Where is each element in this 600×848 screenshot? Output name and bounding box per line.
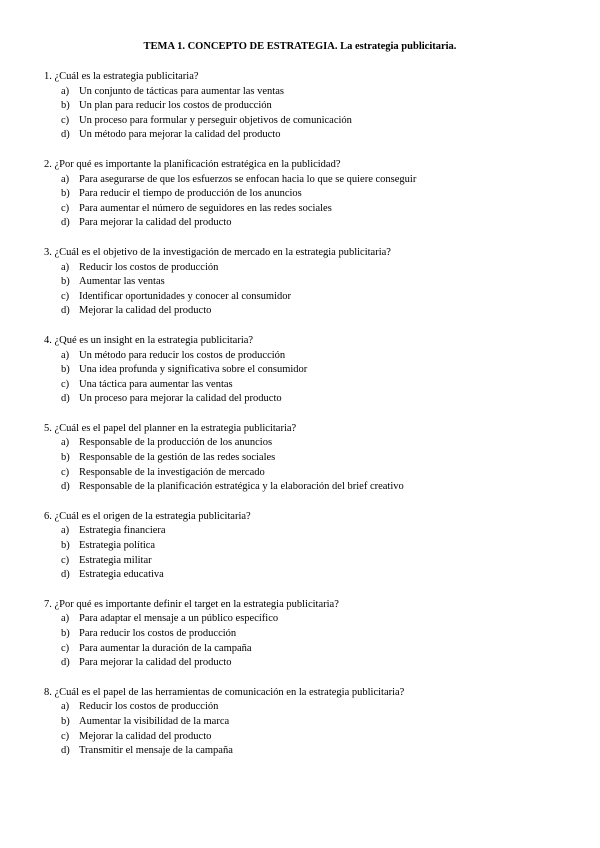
question-text xyxy=(44,686,580,701)
answer-option xyxy=(44,642,580,657)
option-text: Mejorar la calidad del producto xyxy=(79,730,212,742)
answer-option xyxy=(44,363,580,378)
question-number: 6. xyxy=(44,510,52,522)
question-prompt: ¿Cuál es el origen de la estrategia publicitaria? xyxy=(54,510,251,522)
option-letter: b) xyxy=(61,715,70,727)
answer-option xyxy=(44,730,580,745)
option-letter: c) xyxy=(61,290,70,302)
question-prompt: ¿Qué es un insight en la estrategia publicitaria? xyxy=(54,334,254,346)
answer-option xyxy=(44,378,580,393)
option-letter: d) xyxy=(61,481,70,493)
question-prompt: ¿Por qué es importante la planificación estratégica en la publicidad? xyxy=(54,158,341,170)
answer-option xyxy=(44,128,580,143)
answer-option xyxy=(44,216,580,231)
option-letter: c) xyxy=(61,378,70,390)
option-letter: a) xyxy=(61,261,70,273)
question-number: 4. xyxy=(44,334,52,346)
option-text: Para mejorar la calidad del producto xyxy=(79,217,232,229)
option-list xyxy=(44,85,580,143)
option-text: Para reducir el tiempo de producción de los anuncios xyxy=(79,188,302,200)
option-text: Un método para mejorar la calidad del producto xyxy=(79,129,281,141)
answer-option xyxy=(44,349,580,364)
option-text: Para adaptar el mensaje a un público específico xyxy=(79,613,279,625)
option-text: Transmitir el mensaje de la campaña xyxy=(79,745,233,757)
option-text: Un conjunto de tácticas para aumentar las ventas xyxy=(79,85,284,97)
answer-option xyxy=(44,261,580,276)
option-letter: d) xyxy=(61,745,70,757)
question-number: 3. xyxy=(44,246,52,258)
question-text xyxy=(44,510,580,525)
option-letter: a) xyxy=(61,173,70,185)
answer-option xyxy=(44,392,580,407)
question-number: 7. xyxy=(44,598,52,610)
option-list xyxy=(44,261,580,319)
question-7 xyxy=(44,598,580,671)
question-8 xyxy=(44,686,580,759)
answer-option xyxy=(44,612,580,627)
option-letter: b) xyxy=(61,364,70,376)
option-text: Responsable de la producción de los anuncios xyxy=(79,437,273,449)
question-2 xyxy=(44,158,580,231)
option-text: Mejorar la calidad del producto xyxy=(79,305,212,317)
answer-option xyxy=(44,436,580,451)
option-text: Responsable de la gestión de las redes sociales xyxy=(79,452,276,464)
option-list xyxy=(44,612,580,670)
question-prompt: ¿Cuál es el papel de las herramientas de comunicación en la estrategia publicitaria? xyxy=(54,686,405,698)
option-letter: b) xyxy=(61,100,70,112)
answer-option xyxy=(44,451,580,466)
question-number: 2. xyxy=(44,158,52,170)
option-text: Identificar oportunidades y conocer al consumidor xyxy=(79,290,291,302)
option-text: Una táctica para aumentar las ventas xyxy=(79,378,233,390)
answer-option xyxy=(44,656,580,671)
answer-option xyxy=(44,524,580,539)
question-text xyxy=(44,246,580,261)
option-letter: c) xyxy=(61,554,70,566)
option-text: Aumentar la visibilidad de la marca xyxy=(79,715,230,727)
question-prompt: ¿Por qué es importante definir el target en la estrategia publicitaria? xyxy=(54,598,339,610)
option-text: Reducir los costos de producción xyxy=(79,261,219,273)
answer-option xyxy=(44,187,580,202)
option-letter: a) xyxy=(61,701,70,713)
option-letter: b) xyxy=(61,188,70,200)
question-number: 1. xyxy=(44,71,52,82)
option-letter: b) xyxy=(61,540,70,552)
option-text: Un plan para reducir los costos de producción xyxy=(79,100,272,112)
option-text: Reducir los costos de producción xyxy=(79,701,219,713)
question-number: 8. xyxy=(44,686,52,698)
answer-option xyxy=(44,627,580,642)
answer-option xyxy=(44,480,580,495)
answer-option xyxy=(44,715,580,730)
option-letter: d) xyxy=(61,129,70,141)
option-text: Un proceso para mejorar la calidad del producto xyxy=(79,393,282,405)
question-text xyxy=(44,422,580,437)
question-4 xyxy=(44,334,580,407)
question-6 xyxy=(44,510,580,583)
answer-option xyxy=(44,744,580,759)
answer-option xyxy=(44,85,580,100)
option-letter: c) xyxy=(61,730,70,742)
answer-option xyxy=(44,304,580,319)
answer-option xyxy=(44,99,580,114)
option-letter: d) xyxy=(61,657,70,669)
option-letter: a) xyxy=(61,437,70,449)
option-list xyxy=(44,436,580,494)
question-text xyxy=(44,70,580,85)
option-text: Estrategia militar xyxy=(79,554,152,566)
option-letter: a) xyxy=(61,349,70,361)
option-text: Para aumentar el número de seguidores en las redes sociales xyxy=(79,202,332,214)
option-letter: b) xyxy=(61,276,70,288)
option-text: Una idea profunda y significativa sobre el consumidor xyxy=(79,364,308,376)
question-3 xyxy=(44,246,580,319)
question-text xyxy=(44,158,580,173)
option-list xyxy=(44,524,580,582)
question-text xyxy=(44,598,580,613)
answer-option xyxy=(44,554,580,569)
answer-option xyxy=(44,173,580,188)
question-prompt: ¿Cuál es el objetivo de la investigación de mercado en la estrategia publicitaria? xyxy=(54,246,391,258)
option-text: Aumentar las ventas xyxy=(79,276,165,288)
option-letter: d) xyxy=(61,217,70,229)
option-list xyxy=(44,349,580,407)
question-prompt: ¿Cuál es el papel del planner en la estrategia publicitaria? xyxy=(54,422,297,434)
option-letter: c) xyxy=(61,114,70,126)
answer-option xyxy=(44,114,580,129)
option-text: Estrategia financiera xyxy=(79,525,166,537)
option-text: Para aumentar la duración de la campaña xyxy=(79,642,252,654)
option-letter: b) xyxy=(61,628,70,639)
answer-option xyxy=(44,700,580,715)
option-text: Para asegurarse de que los esfuerzos se enfocan hacia lo que se quiere conseguir xyxy=(79,173,417,185)
option-text: Un proceso para formular y perseguir objetivos de comunicación xyxy=(79,114,352,126)
question-prompt: ¿Cuál es la estrategia publicitaria? xyxy=(54,71,199,82)
option-list xyxy=(44,173,580,231)
option-letter: a) xyxy=(61,613,70,625)
answer-option xyxy=(44,539,580,554)
option-text: Estrategia educativa xyxy=(79,569,164,581)
question-number: 5. xyxy=(44,422,52,434)
option-letter: d) xyxy=(61,569,70,581)
option-text: Un método para reducir los costos de producción xyxy=(79,349,286,361)
option-letter: c) xyxy=(61,202,70,214)
answer-option xyxy=(44,466,580,481)
option-letter: d) xyxy=(61,305,70,317)
option-text: Para reducir los costos de producción xyxy=(79,628,237,639)
option-letter: a) xyxy=(61,85,70,97)
question-list xyxy=(44,70,580,774)
answer-option xyxy=(44,568,580,583)
answer-option xyxy=(44,290,580,305)
option-letter: b) xyxy=(61,452,70,464)
answer-option xyxy=(44,275,580,290)
option-text: Para mejorar la calidad del producto xyxy=(79,657,232,669)
option-letter: c) xyxy=(61,642,70,654)
page-title: TEMA 1. CONCEPTO DE ESTRATEGIA. La estrategia publicitaria. xyxy=(143,41,457,52)
question-text xyxy=(44,334,580,349)
question-5 xyxy=(44,422,580,495)
option-letter: c) xyxy=(61,466,70,478)
option-letter: d) xyxy=(61,393,70,405)
option-list xyxy=(44,700,580,758)
option-text: Estrategia política xyxy=(79,540,156,552)
option-text: Responsable de la investigación de mercado xyxy=(79,466,265,478)
question-1 xyxy=(44,70,580,143)
answer-option xyxy=(44,202,580,217)
option-text: Responsable de la planificación estratégica y la elaboración del brief creativo xyxy=(79,481,404,493)
option-letter: a) xyxy=(61,525,70,537)
